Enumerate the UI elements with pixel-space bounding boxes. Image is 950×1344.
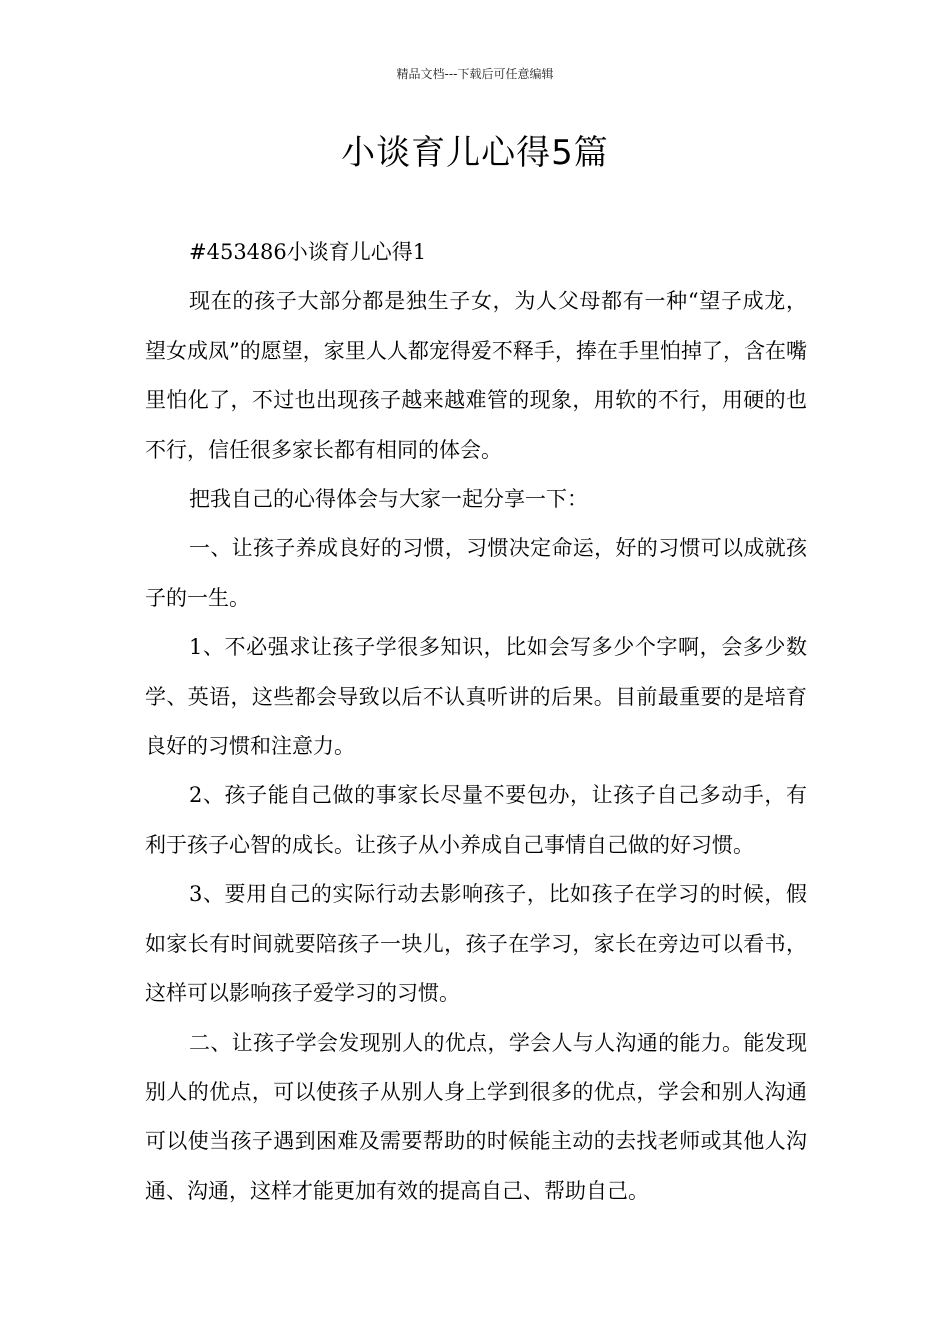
page-header-note: 精品文档---下载后可任意编辑 [396,67,554,81]
paragraph-point-one: 一、让孩子养成良好的习惯，习惯决定命运，好的习惯可以成就孩子的一生。 [145,536,807,610]
document-body [145,228,807,1216]
paragraph-item-3: 3、要用自己的实际行动去影响孩子，比如孩子在学习的时候，假如家长有时间就要陪孩子一块儿，孩子在学习，家长在旁边可以看书，这样可以影响孩子爱学习的习惯。 [145,882,807,1006]
paragraph-share: 把我自己的心得体会与大家一起分享一下： [189,487,588,512]
paragraph-item-1: 1、不必强求让孩子学很多知识，比如会写多少个字啊，会多少数学、英语，这些都会导致以后不认真听讲的后果。目前最重要的是培育良好的习惯和注意力。 [145,635,807,759]
paragraph-point-two: 二、让孩子学会发现别人的优点，学会人与人沟通的能力。能发现别人的优点，可以使孩子从别人身上学到很多的优点，学会和别人沟通可以使当孩子遇到困难及需要帮助的时候能主动的去找老师或其他人沟通、沟通，这样才能更加有效的提高自己、帮助自己。 [145,1030,807,1203]
paragraph-intro: 现在的孩子大部分都是独生子女，为人父母都有一种“望子成龙，望女成凤”的愿望，家里人人都宠得爱不释手，捧在手里怕掉了，含在嘴里怕化了，不过也出现孩子越来越难管的现象，用软的不行，用硬的也不行，信任很多家长都有相同的体会。 [145,289,807,462]
paragraph-section-heading: #453486小谈育儿心得1 [189,240,427,264]
document-title: 小谈育儿心得5篇 [341,133,609,173]
paragraph-item-2: 2、孩子能自己做的事家长尽量不要包办，让孩子自己多动手，有利于孩子心智的成长。让孩子从小养成自己事情自己做的好习惯。 [145,783,807,857]
